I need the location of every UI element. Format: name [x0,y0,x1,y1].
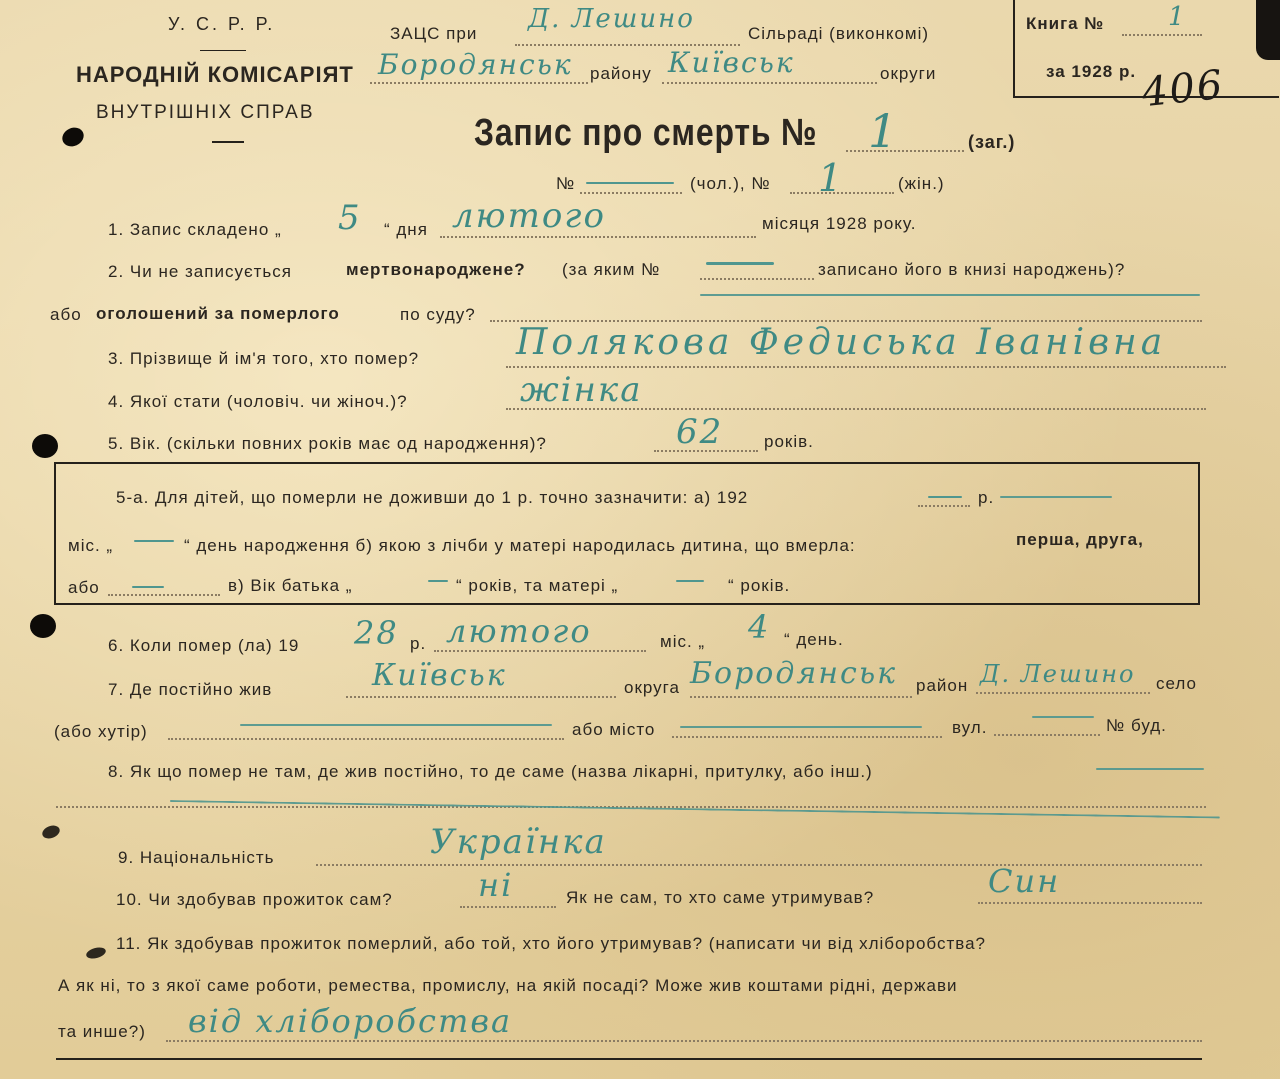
field2-dash [706,262,774,265]
punch-hole [40,823,61,840]
field1-label: 1. Запис складено „ [108,220,282,239]
book-label: Книга № [1026,14,1105,33]
field8-dash [1096,768,1204,770]
field5-label: 5. Вік. (скільки повних років має од народження)? [108,434,547,453]
field10-line2 [978,902,1202,904]
field7-selo: село [1156,674,1197,693]
field5a-line1: 5-а. Для дітей, що померли не доживши до 1 р. точно зазначити: а) 192 [116,488,749,507]
village-value: Д. Лешино [528,4,695,34]
ministry-heading: НАРОДНІЙ КОМІСАРІЯТ [76,62,354,87]
field2b-pre: або [50,305,82,324]
field7-selo-line [976,692,1150,694]
field7b-misto-dash [680,726,922,728]
field5a-day-dash [134,540,174,542]
field7-rayon: район [916,676,969,695]
okrug-line [662,82,877,84]
field10-label: 10. Чи здобував прожиток сам? [116,890,393,909]
field5a-abo: або [68,578,100,597]
okrug-value: Київськ [668,46,795,79]
field7b-misto: або місто [572,720,656,739]
field5-tail: років. [764,432,814,451]
chol-label: (чол.), № [690,174,771,193]
zags-prefix: ЗАЦС при [390,24,478,43]
field1-day: 5 [338,198,362,238]
field7b-vul: вул. [952,718,988,737]
rayon-label: району [590,64,652,83]
field1-dnia: “ дня [384,220,428,239]
father-age-dash [428,580,448,582]
field1-tail: місяця 1928 року. [762,214,917,233]
field11-line [166,1040,1202,1042]
field3-label: 3. Прізвище й ім'я того, хто помер? [108,349,420,368]
field8-line-dash [170,800,1220,818]
field5a-abo-line [108,594,220,596]
dept-heading: ВНУТРІШНІХ СПРАВ [96,102,315,123]
field4-value: жінка [520,370,643,410]
ussr-heading: У. С. Р. Р. [168,14,276,34]
field7b-vul-dash [1032,716,1094,718]
field5a-r: р. [978,488,995,507]
field11-line2: А як ні, то з якої саме роботи, ремества, промислу, на якій посаді? Може жив коштами рідні, держави [58,976,958,995]
field6-label: 6. Коли помер (ла) 19 [108,636,300,655]
field5a-year-line [918,505,970,507]
field9-line [316,864,1202,866]
book-no: 1 [1168,2,1187,32]
punch-hole [32,434,58,458]
divider [212,141,244,143]
field5a-bold: перша, друга, [1016,530,1144,549]
field6-r: р. [410,634,427,653]
bottom-rule [56,1058,1202,1060]
field10-line [460,906,556,908]
field2-tail: записано його в книзі народжень)? [818,260,1126,279]
field10-value2: Син [988,862,1061,900]
field5a-line3b: “ років, та матері „ [456,576,619,595]
field6-den: “ день. [784,630,844,649]
record-title: Запис про смерть № [474,112,818,154]
field9-value: Українка [430,822,607,862]
field2-bold: мертвонароджене? [346,260,526,279]
mother-age-dash [676,580,704,582]
field7b-khutir-line [168,738,564,740]
field7-okrug-value: Київськ [372,658,507,693]
field10-mid: Як не сам, то хто саме утримував? [566,888,875,907]
field7-okrug-line [346,696,616,698]
district-line [370,82,588,84]
field5a-year-dash [928,496,962,498]
year-label: за 1928 р. [1046,62,1137,81]
field3-line [506,366,1226,368]
field3-value: Полякова Федиська Іванівна [516,322,1167,363]
record-number-line [846,150,964,152]
field5a-line2: “ день народження б) якою з лічби у матері народилась дитина, що вмерла: [184,536,856,555]
field8-label: 8. Як що помер не там, де жив постійно, то де саме (назва лікарні, притулку, або інш.) [108,762,873,781]
field7b-khutir-dash [240,724,552,726]
field7b-khutir: (або хутір) [54,722,148,741]
field2b-bold: оголошений за померлого [96,304,340,323]
no-label: № [556,174,576,193]
field5a-abo-dash [132,586,164,588]
field6-month-line [434,650,646,652]
field6-month: лютого [446,612,592,650]
female-no: 1 [818,156,845,200]
field2-mid: (за яким № [562,260,661,279]
field7-rayon-line [690,696,912,698]
field5a-mis: міс. „ [68,536,114,555]
field6-mis: міс. „ [660,632,706,651]
record-number: 1 [868,104,900,158]
field6-year: 28 [354,614,399,652]
field5a-r-dash [1000,496,1112,498]
field7-okruga: округа [624,678,680,697]
okrug-label: округи [880,64,937,83]
field7b-bud: № буд. [1106,716,1167,735]
field6-day: 4 [748,608,771,646]
zhin-label: (жін.) [898,174,945,193]
field7-label: 7. Де постійно жив [108,680,273,699]
field11-value: від хліборобства [188,1002,513,1040]
torn-corner [1256,0,1280,60]
male-no-dash [586,182,674,184]
punch-hole [30,614,56,638]
field7-rayon-value: Бородянськ [690,656,898,691]
punch-hole [85,946,107,961]
field7-selo-value: Д. Лешино [980,660,1136,688]
selrada-label: Сільраді (виконкомі) [748,24,930,43]
field2-no-line [700,278,814,280]
field9-label: 9. Національність [118,848,275,867]
field5a-line3c: “ років. [728,576,791,595]
zag-label: (заг.) [968,132,1016,152]
field7b-vul-line [994,734,1100,736]
field2b-tail: по суду? [400,305,476,324]
field5-value: 62 [676,412,724,452]
book-line [1122,34,1202,36]
field10-value: ні [478,866,514,904]
field11-line3: та инше?) [58,1022,146,1041]
field4-label: 4. Якої стати (чоловіч. чи жіноч.)? [108,392,408,411]
district-value: Бородянськ [378,48,573,81]
field11-label: 11. Як здобував прожиток померлий, або той, хто його утримував? (написати чи від хліборобства? [116,934,986,953]
field1-month: лютого [452,196,606,236]
field2-label: 2. Чи не записується [108,262,292,281]
field5a-line3a: в) Вік батька „ [228,576,353,595]
page-number: 406 [1139,61,1227,117]
male-no-line [580,192,682,194]
field2b-dash [700,294,1200,296]
punch-hole [59,124,87,150]
field1-month-line [440,236,756,238]
field7b-misto-line [672,736,942,738]
divider [200,50,246,51]
